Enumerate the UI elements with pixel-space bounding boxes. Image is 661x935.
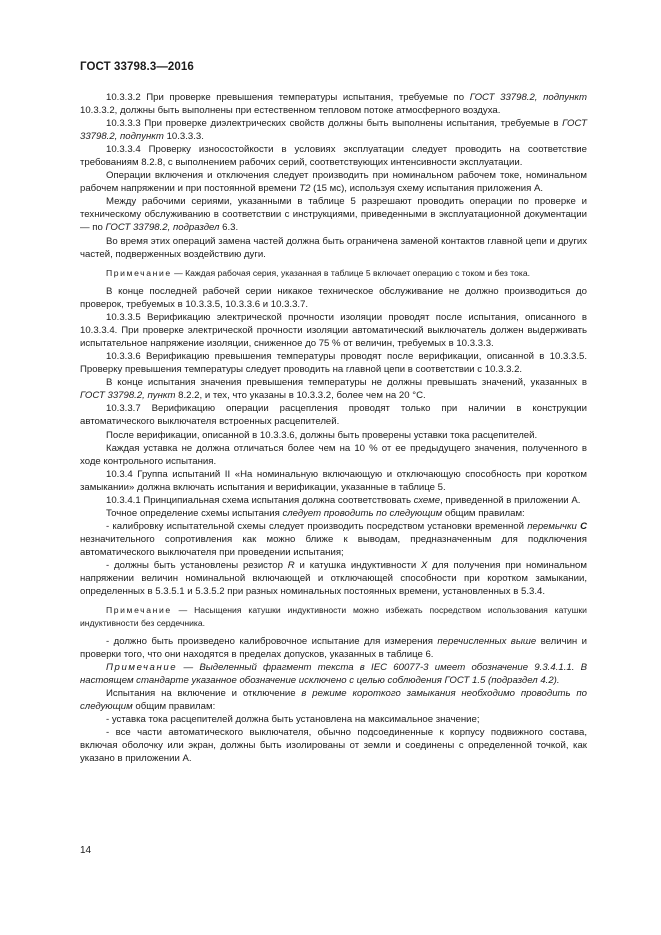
text-run: схеме <box>413 494 441 506</box>
text-paragraph <box>80 635 587 661</box>
text-run: 10.3.3.5 Верификацию электрической прочности изоляции проводят после испытания, описанного в 10.3.3.4. При проверке электрической прочности изоляции автоматический выключатель должен выдерживать испытательное напряжение изоляции, сниженное до 75 % от величин, требуемых в 10.3.3.3. <box>80 312 587 350</box>
text-run: - уставка тока расцепителей должна быть установлена на максимальное значение; <box>106 714 480 726</box>
text-paragraph <box>80 195 587 234</box>
text-run: для получения при номинальном напряжении величин номинальной включающей и отключающей способности при коротком замыкании, определенных в 5.3.5.1 и 5.3.5.2 при разных номинальных постоянных времени, установленных в 5.3.4. <box>80 560 587 598</box>
text-run: величин и проверки того, что они находятся в пределах допусков, указанных в таблице 6. <box>80 635 587 660</box>
page-number: 14 <box>80 845 92 856</box>
note-paragraph <box>80 267 587 279</box>
text-run: — Насыщения катушки индуктивности можно избежать посредством использования катушки индуктивности без сердечника. <box>80 605 587 628</box>
text-run: - все части автоматического выключателя, обычно подсоединенные к корпусу подвижного состава, включая оболочку или экран, должны быть изолированы от земли и соединены с определенной точкой, как указано в приложении А. <box>80 727 587 765</box>
text-run: общим правилам: <box>442 507 525 519</box>
text-run: и катушка индуктивности <box>294 560 422 571</box>
text-paragraph <box>80 235 587 261</box>
text-run: 8.2.2, и тех, что указаны в 10.3.3.2, более чем на 20 °С. <box>175 390 426 402</box>
text-paragraph <box>80 520 587 559</box>
text-run: , приведенной в приложении А. <box>440 494 581 506</box>
text-run: Каждая уставка не должна отличаться более чем на 10 % от ее предыдущего значения, полученного в ходе контрольного испытания. <box>80 442 587 467</box>
text-run: 10.3.3.3. <box>163 131 204 143</box>
text-run: незначительного сопротивления как можно ближе к выводам, предназначенным для подключения автоматического выключателя при проведении испытания; <box>80 533 587 558</box>
text-run: 10.3.3.2, должны быть выполнены при естественном тепловом потоке атмосферного воздуха. <box>80 105 501 117</box>
text-run: ГОСТ 33798.2, подпункт <box>469 92 587 103</box>
text-run: - калибровку испытательной схемы следует производить посредством установки временной <box>106 520 528 532</box>
text-paragraph <box>80 429 587 442</box>
note-paragraph <box>80 604 587 629</box>
text-paragraph <box>80 402 587 428</box>
text-run: перечисленных выше <box>437 635 537 647</box>
text-paragraph <box>80 661 587 687</box>
text-paragraph <box>80 713 587 726</box>
text-paragraph <box>80 311 587 350</box>
text-run: в режиме короткого замыкания необходимо проводить по следующим <box>80 688 588 713</box>
text-run: ГОСТ 33798.2, подпункт <box>80 118 587 143</box>
text-run: - должно быть произведено калибровочное испытание для измерения <box>106 635 438 647</box>
text-paragraph <box>80 687 587 713</box>
text-run: Во время этих операций замена частей должна быть ограничена заменой контактов главной цепи и других частей, подверженных воздействию дуги. <box>80 235 587 260</box>
text-run: (15 мс), используя схему испытания приложения А. <box>310 183 544 195</box>
text-run: 10.3.4.1 Принципиальная схема испытания должна соответствовать <box>106 494 414 506</box>
text-run: общим правилам: <box>132 701 216 713</box>
text-paragraph <box>80 117 587 143</box>
text-paragraph <box>80 494 587 507</box>
text-run: 10.3.3.4 Проверку износостойкости в условиях эксплуатации следует проводить на соответствие требованиям 8.2.8, с выполнением рабочих серий, соответствующих интенсивности эксплуатации. <box>80 144 587 169</box>
text-run: 10.3.3.6 Верификацию превышения температуры проводят после верификации, описанной в 10.3.3.5. Проверку превышения температуры следует проводить на главной цепи в соответствии с 10.3.3.2. <box>80 351 587 376</box>
text-paragraph <box>80 91 587 117</box>
text-run: C <box>580 520 588 532</box>
text-run: 10.3.4 Группа испытаний II «На номинальную включающую и отключающую способность при коротком замыкании» должна включать испытания и верификации, указанные в таблице 5. <box>80 468 587 493</box>
text-paragraph <box>80 442 587 468</box>
text-paragraph <box>80 143 587 169</box>
text-run: 10.3.3.7 Верификацию операции расцепления проводят только при наличии в конструкции автоматического выключателя встроенных расцепителей. <box>80 403 587 428</box>
text-run: В конце испытания значения превышения температуры не должны превышать значений, указанных в <box>106 377 587 389</box>
text-run: ГОСТ 33798.2, пункт <box>80 390 176 402</box>
text-run: - должны быть установлены резистор <box>106 560 288 571</box>
text-paragraph <box>80 559 587 598</box>
text-paragraph <box>80 350 587 376</box>
text-run: После верификации, описанной в 10.3.3.6, должны быть проверены уставки тока расцепителей. <box>106 429 538 441</box>
text-paragraph <box>80 507 587 520</box>
text-run: — Выделенный фрагмент текста в IEC 60077-3 имеет обозначение 9.3.4.1.1. В настоящем стандарте указанное обозначение исключено с целью соблюдения ГОСТ 1.5 (подраздел 4.2). <box>80 662 587 687</box>
text-run: Между рабочими сериями, указанными в таблице 5 разрешают проводить операции по проверке и техническому обслуживанию в соответствии с инструкциями, приведенными в эксплуатационной документации — по <box>80 196 587 234</box>
document-body <box>80 91 587 765</box>
note-label: Примечание <box>106 267 172 278</box>
text-paragraph <box>80 468 587 494</box>
note-label: Примечание <box>106 605 172 616</box>
text-run: Операции включения и отключения следует производить при номинальном рабочем токе, номинальном рабочем напряжении и при постоянной времени <box>80 170 587 195</box>
text-run: Испытания на включение и отключение <box>106 688 302 700</box>
text-paragraph <box>80 726 587 765</box>
standard-header: ГОСТ 33798.3—2016 <box>80 61 194 73</box>
note-label: Примечание <box>106 662 178 674</box>
text-run: В конце последней рабочей серии никакое техническое обслуживание не должно производиться до проверок, требуемых в 10.3.3.5, 10.3.3.6 и 10.3.3.7. <box>80 286 587 311</box>
text-run: 6.3. <box>219 222 239 234</box>
text-run: 10.3.3.2 При проверке превышения температуры испытания, требуемые по <box>106 92 470 103</box>
text-paragraph <box>80 285 587 311</box>
text-run: 10.3.3.3 При проверке диэлектрических свойств должны быть выполнены испытания, требуемые в <box>106 118 563 130</box>
text-run: T2 <box>299 183 311 195</box>
text-paragraph <box>80 376 587 402</box>
text-run: R <box>287 560 295 571</box>
text-run: Точное определение схемы испытания <box>106 507 283 519</box>
text-run: ГОСТ 33798.2, подраздел <box>105 222 220 234</box>
text-run: X <box>421 560 428 571</box>
text-run: следует проводить по следующим <box>282 507 443 519</box>
text-run: — Каждая рабочая серия, указанная в таблице 5 включает операцию с током и без тока. <box>171 267 530 278</box>
text-paragraph <box>80 169 587 195</box>
text-run: перемычки <box>527 520 577 532</box>
